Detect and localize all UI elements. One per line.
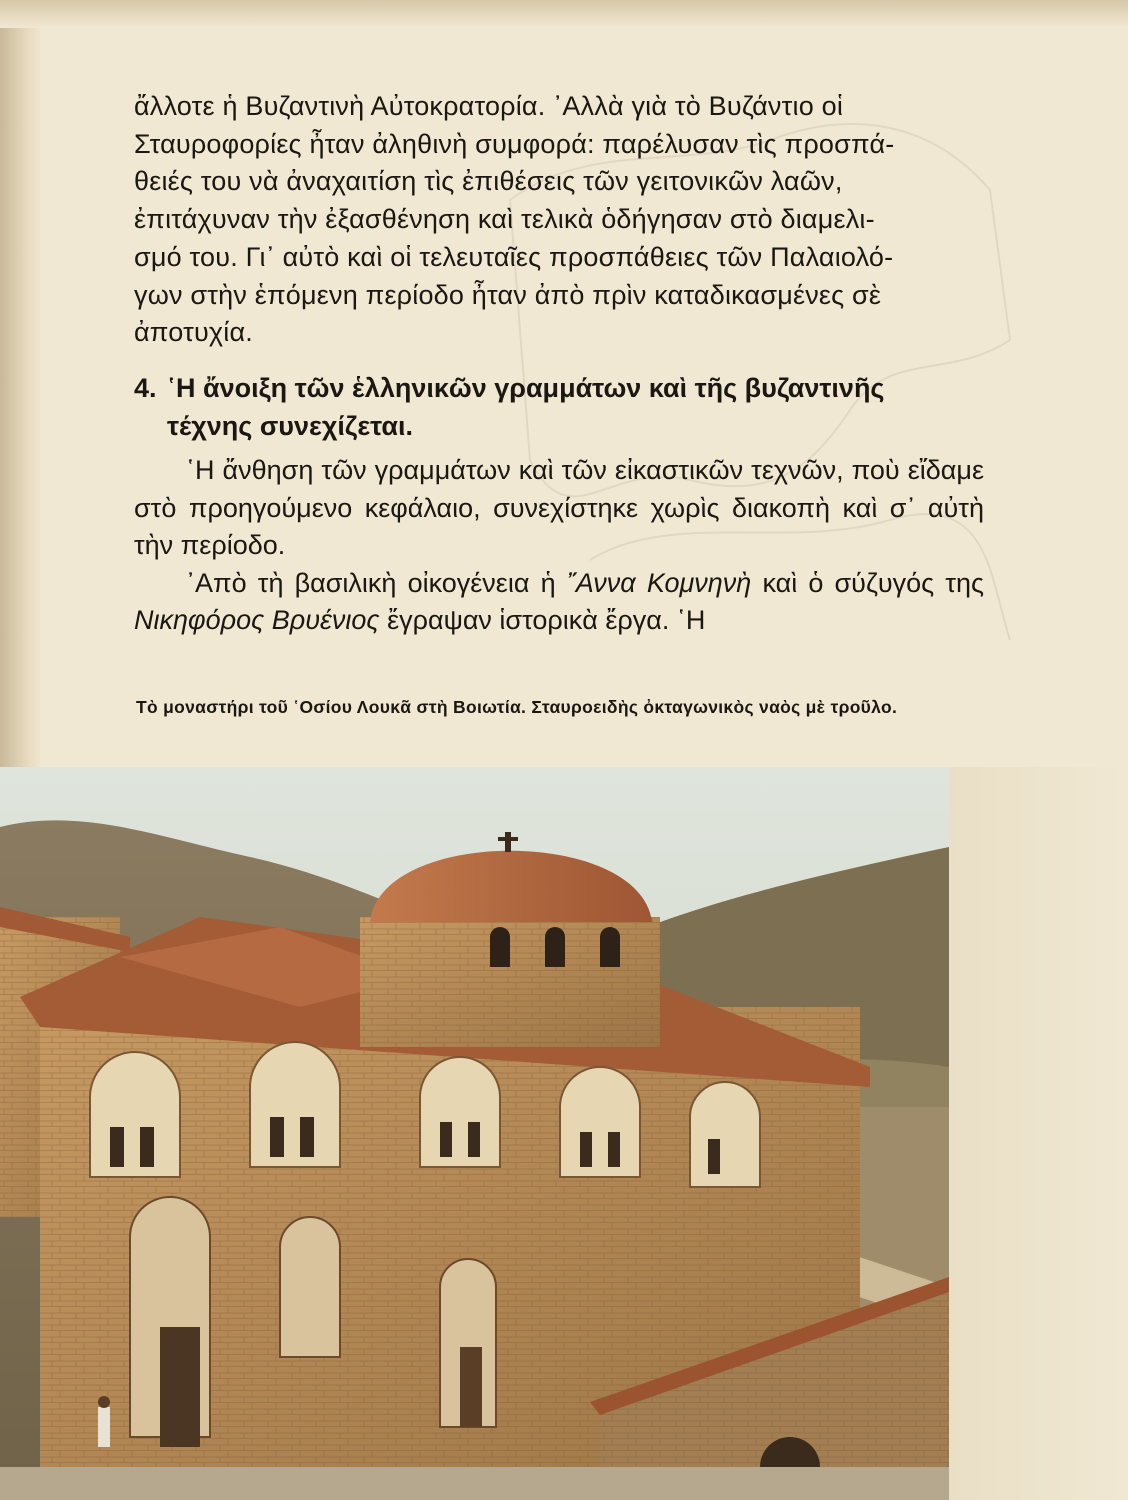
section-heading xyxy=(134,370,984,445)
section-title-line1: ῾Η ἄνοιξη τῶν ἑλληνικῶν γραμμάτων καὶ τῆς βυζαντινῆς xyxy=(167,373,885,403)
author-name-anna: ῎Αννα Κομνηνὴ xyxy=(566,567,752,598)
section-text xyxy=(134,452,984,640)
body-line: θειές του νὰ ἀναχαιτίση τὶς ἐπιθέσεις τῶν γειτονικῶν λαῶν, xyxy=(134,166,843,197)
body-line: ἀποτυχία. xyxy=(134,317,254,348)
section-number: 4. xyxy=(134,373,157,403)
page-margin-right xyxy=(949,767,1128,1500)
section-title-line2: τέχνης συνεχίζεται. xyxy=(167,410,414,441)
body-line: γων στὴν ἑπόμενη περίοδο ἦταν ἀπὸ πρὶν καταδικασμένες σὲ xyxy=(134,279,882,310)
body-line: ἄλλοτε ἡ Βυζαντινὴ Αὐτοκρατορία. ᾿Αλλὰ γιὰ τὸ Βυζάντιο οἱ xyxy=(134,91,844,121)
monastery-illustration xyxy=(0,767,949,1500)
body-line: σμό του. Γι᾿ αὐτὸ καὶ οἱ τελευταῖες προσπάθειες τῶν Παλαιολό- xyxy=(134,241,894,272)
body-line: Σταυροφορίες ἦταν ἀληθινὴ συμφορά: παρέλυσαν τὶς προσπά- xyxy=(134,128,895,159)
monastery-photo xyxy=(0,767,949,1500)
author-name-nikiforos: Νικηφόρος Βρυένιος xyxy=(134,605,380,635)
paragraph-2-mid: καὶ ὁ σύζυγός της xyxy=(751,567,984,598)
scan-edge-top xyxy=(0,0,1128,28)
body-text xyxy=(134,88,984,352)
paragraph-2 xyxy=(134,565,984,640)
paragraph-1: ῾Η ἄνθηση τῶν γραμμάτων καὶ τῶν εἰκαστικῶν τεχνῶν, ποὺ εἴδαμε στὸ προηγούμενο κεφάλαιο, συνεχίστηκε χωρὶς διακοπὴ καὶ σ᾿ αὐτὴ τὴν περίοδο. xyxy=(134,455,984,560)
photo-caption: Τὸ μοναστήρι τοῦ ῾Οσίου Λουκᾶ στὴ Βοιωτία. Σταυροειδὴς ὀκταγωνικὸς ναὸς μὲ τροῦλο. xyxy=(136,697,898,717)
paragraph-2-end: ἔγραψαν ἱστορικὰ ἔργα. ῾Η xyxy=(379,605,706,635)
paragraph-2-start: ᾿Απὸ τὴ βασιλικὴ οἰκογένεια ἡ xyxy=(186,567,567,598)
body-line: ἐπιτάχυναν τὴν ἐξασθένηση καὶ τελικὰ ὁδήγησαν στὸ διαμελι- xyxy=(134,204,875,235)
